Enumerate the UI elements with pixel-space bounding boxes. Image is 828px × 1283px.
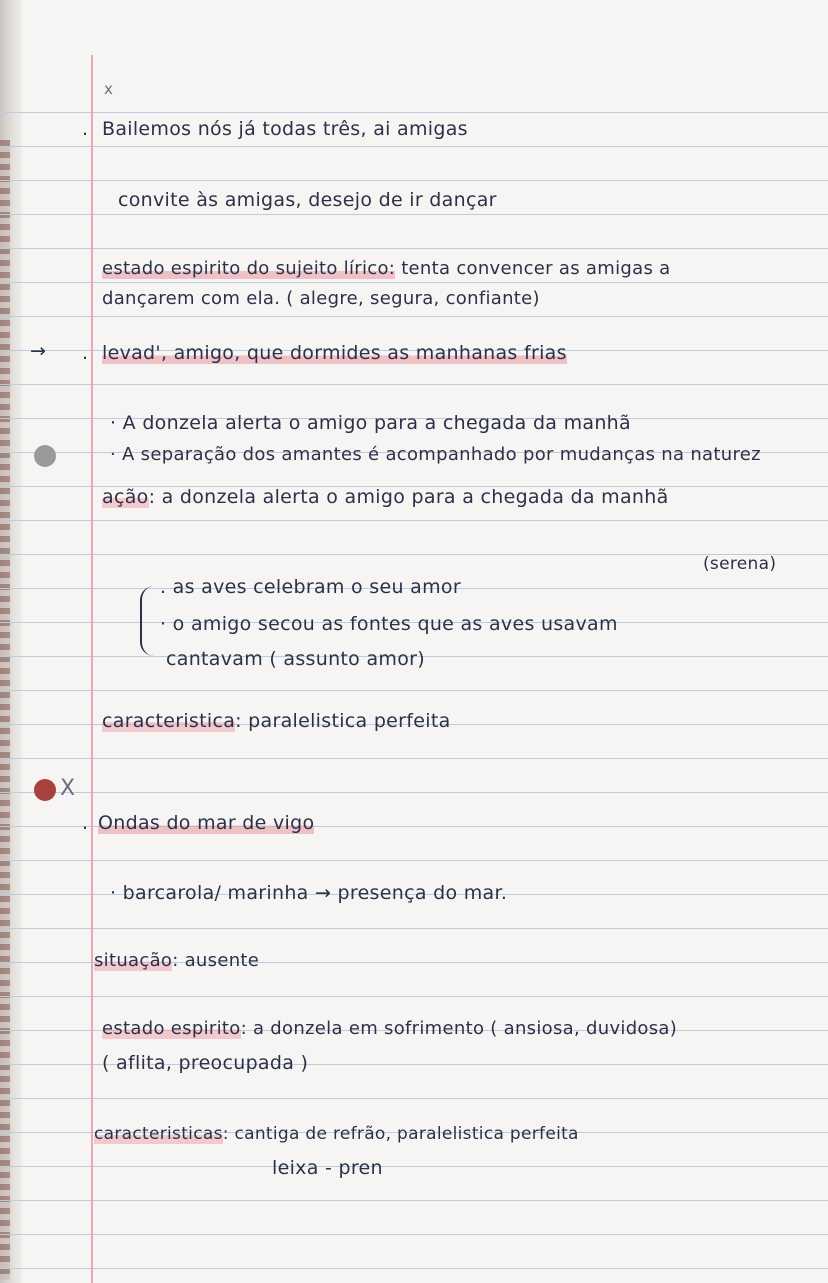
note-label: estado espirito do sujeito lírico: <box>102 258 396 279</box>
note-line: Ondas do mar de vigo <box>98 812 315 834</box>
ruled-line <box>0 146 828 147</box>
note-line: · barcarola/ marinha → presença do mar. <box>110 882 508 904</box>
ruled-line <box>0 1200 828 1201</box>
note-line <box>102 486 669 508</box>
ruled-line <box>0 1098 828 1099</box>
ruled-line <box>0 180 828 181</box>
ruled-line <box>0 1166 828 1167</box>
note-line: cantavam ( assunto amor) <box>166 648 425 670</box>
note-text: : a donzela alerta o amigo para a chegada da manhã <box>148 486 669 508</box>
x-mark: X <box>60 776 76 801</box>
ruled-line <box>0 860 828 861</box>
note-line: convite às amigas, desejo de ir dançar <box>118 189 497 211</box>
note-line: · o amigo secou as fontes que as aves usavam <box>160 613 618 635</box>
ruled-line <box>0 282 828 283</box>
note-label: estado espirito <box>102 1018 241 1039</box>
ruled-line <box>0 690 828 691</box>
note-line <box>102 258 670 279</box>
note-line: · A separação dos amantes é acompanhado por mudanças na naturez <box>110 444 761 465</box>
note-line: . as aves celebram o seu amor <box>160 576 461 598</box>
note-line: levad', amigo, que dormides as manhanas frias <box>102 342 567 364</box>
note-line <box>94 1124 579 1144</box>
note-line: ( aflita, preocupada ) <box>102 1052 309 1074</box>
margin-line <box>91 55 93 1283</box>
note-text: : ausente <box>172 950 260 971</box>
note-label: ação <box>102 486 149 508</box>
ruled-line <box>0 384 828 385</box>
note-line: Bailemos nós já todas três, ai amigas <box>102 118 468 140</box>
arrow-mark: → <box>30 340 47 362</box>
note-line: · A donzela alerta o amigo para a chegada da manhã <box>110 412 631 434</box>
note-text: : paralelistica perfeita <box>235 710 451 732</box>
torn-edge <box>0 140 10 1280</box>
note-label: situação <box>94 950 173 971</box>
note-line: dançarem com ela. ( alegre, segura, confiante) <box>102 288 540 309</box>
ruled-line <box>0 520 828 521</box>
ruled-line <box>0 316 828 317</box>
note-text: : cantiga de refrão, paralelistica perfeita <box>222 1124 579 1144</box>
note-text: tenta convencer as amigas a <box>395 258 671 279</box>
brace <box>140 586 156 656</box>
bullet-mark: . <box>82 342 89 364</box>
note-line <box>102 710 451 732</box>
ruled-line <box>0 112 828 113</box>
punch-hole <box>34 445 56 467</box>
ruled-line <box>0 792 828 793</box>
punch-hole <box>34 779 56 801</box>
ruled-line <box>0 214 828 215</box>
note-line: leixa - pren <box>272 1157 383 1179</box>
ruled-line <box>0 928 828 929</box>
bullet-mark: . <box>82 118 89 140</box>
ruled-line <box>0 248 828 249</box>
note-line: (serena) <box>703 554 777 574</box>
note-label: caracteristica <box>102 710 236 732</box>
ruled-line <box>0 996 828 997</box>
x-mark: x <box>104 80 114 98</box>
ruled-line <box>0 1268 828 1269</box>
note-label: caracteristicas <box>94 1124 223 1144</box>
note-line <box>102 1018 677 1039</box>
ruled-line <box>0 758 828 759</box>
note-line <box>94 950 259 971</box>
ruled-line <box>0 1234 828 1235</box>
note-text: : a donzela em sofrimento ( ansiosa, duvidosa) <box>240 1018 678 1039</box>
bullet-mark: . <box>82 812 89 834</box>
